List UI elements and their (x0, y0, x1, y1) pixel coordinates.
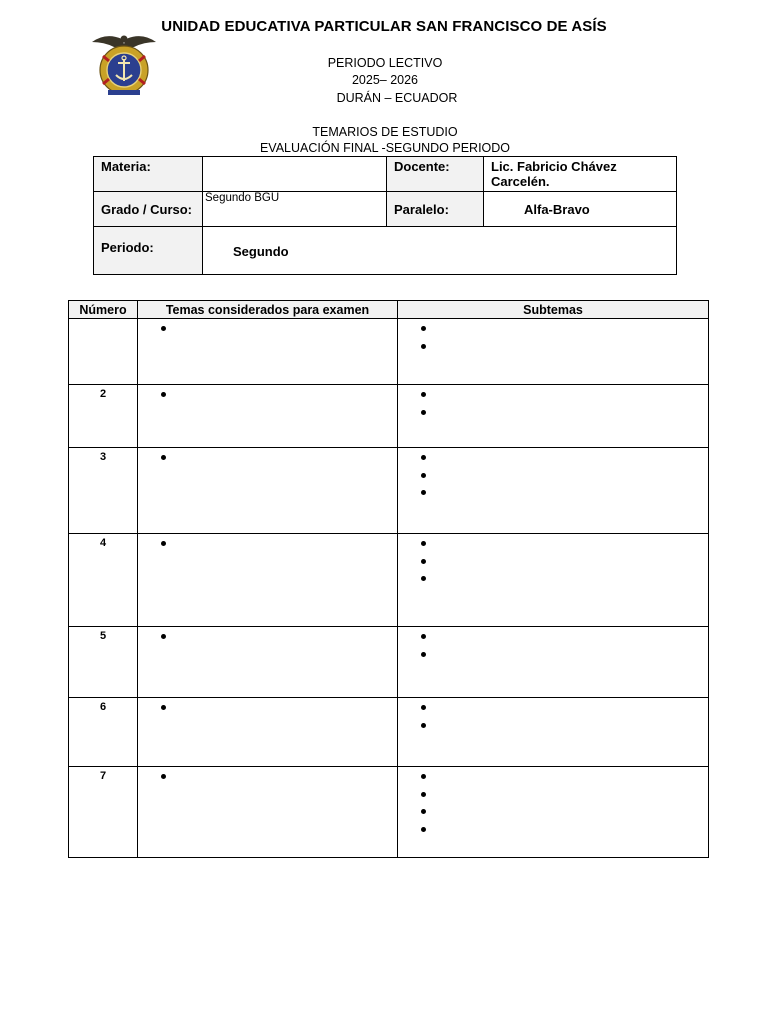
period-label: PERIODO LECTIVO (327, 56, 443, 70)
subtopic-cell[interactable] (398, 767, 709, 858)
topic-cell[interactable] (138, 767, 398, 858)
bullet-item (421, 321, 708, 339)
materia-value (203, 157, 387, 192)
bullet-item (421, 339, 708, 357)
bullet-list (398, 534, 708, 589)
bullet-list (398, 767, 708, 839)
bullet-list (138, 534, 397, 554)
table-row (69, 319, 709, 385)
row-number: 5 (69, 627, 138, 698)
topic-cell[interactable] (138, 698, 398, 767)
bullet-item (161, 387, 397, 405)
bullet-list (398, 698, 708, 735)
bullet-item (161, 769, 397, 787)
bullet-item (161, 700, 397, 718)
bullet-list (138, 385, 397, 405)
grado-label: Grado / Curso: (94, 192, 203, 227)
bullet-list (138, 319, 397, 339)
row-number (69, 319, 138, 385)
topic-cell[interactable] (138, 319, 398, 385)
bullet-list (138, 698, 397, 718)
bullet-item (421, 450, 708, 468)
row-number: 3 (69, 448, 138, 534)
row-number: 4 (69, 534, 138, 627)
document-title: TEMARIOS DE ESTUDIO (312, 125, 458, 139)
bullet-list (398, 448, 708, 503)
topic-cell[interactable] (138, 448, 398, 534)
bullet-item (421, 787, 708, 805)
periodo-value: Segundo (203, 227, 677, 275)
bullet-item (421, 804, 708, 822)
bullet-item (421, 536, 708, 554)
materia-label: Materia: (94, 157, 203, 192)
topic-rows (69, 319, 709, 858)
school-title: UNIDAD EDUCATIVA PARTICULAR SAN FRANCISCO DE ASÍS (161, 18, 607, 35)
bullet-item (161, 450, 397, 468)
table-row (69, 448, 709, 534)
topic-cell[interactable] (138, 627, 398, 698)
row-number: 6 (69, 698, 138, 767)
bullet-item (421, 718, 708, 736)
bullet-list (398, 627, 708, 664)
table-row (69, 698, 709, 767)
docente-value: Lic. Fabricio Chávez Carcelén. (484, 157, 677, 192)
table-row (69, 385, 709, 448)
table-row (69, 534, 709, 627)
bullet-item (421, 387, 708, 405)
period-years: 2025– 2026 (351, 73, 419, 87)
subtopic-cell[interactable] (398, 627, 709, 698)
bullet-item (421, 769, 708, 787)
topic-cell[interactable] (138, 534, 398, 627)
bullet-list (138, 767, 397, 787)
grado-value: Segundo BGU (203, 192, 387, 227)
paralelo-label: Paralelo: (387, 192, 484, 227)
bullet-item (421, 700, 708, 718)
subtopic-cell[interactable] (398, 385, 709, 448)
subtopic-cell[interactable] (398, 698, 709, 767)
header-numero: Número (69, 301, 138, 319)
table-row (69, 627, 709, 698)
periodo-label: Periodo: (94, 227, 203, 275)
topics-table (68, 300, 709, 858)
info-table (93, 156, 677, 275)
bullet-item (421, 822, 708, 840)
bullet-item (421, 405, 708, 423)
bullet-item (161, 321, 397, 339)
topic-cell[interactable] (138, 385, 398, 448)
bullet-item (421, 629, 708, 647)
bullet-item (421, 571, 708, 589)
header-subtemas: Subtemas (398, 301, 709, 319)
bullet-item (421, 554, 708, 572)
bullet-item (421, 647, 708, 665)
subtopic-cell[interactable] (398, 319, 709, 385)
bullet-list (398, 319, 708, 356)
subtopic-cell[interactable] (398, 534, 709, 627)
table-row (69, 767, 709, 858)
row-number: 2 (69, 385, 138, 448)
bullet-list (138, 448, 397, 468)
bullet-item (421, 485, 708, 503)
document-subtitle: EVALUACIÓN FINAL -SEGUNDO PERIODO (259, 141, 511, 155)
paralelo-value: Alfa-Bravo (484, 192, 677, 227)
bullet-list (398, 385, 708, 422)
bullet-list (138, 627, 397, 647)
bullet-item (161, 536, 397, 554)
subtopic-cell[interactable] (398, 448, 709, 534)
bullet-item (161, 629, 397, 647)
bullet-item (421, 468, 708, 486)
row-number: 7 (69, 767, 138, 858)
docente-label: Docente: (387, 157, 484, 192)
location: DURÁN – ECUADOR (336, 91, 458, 105)
header-temas: Temas considerados para examen (138, 301, 398, 319)
